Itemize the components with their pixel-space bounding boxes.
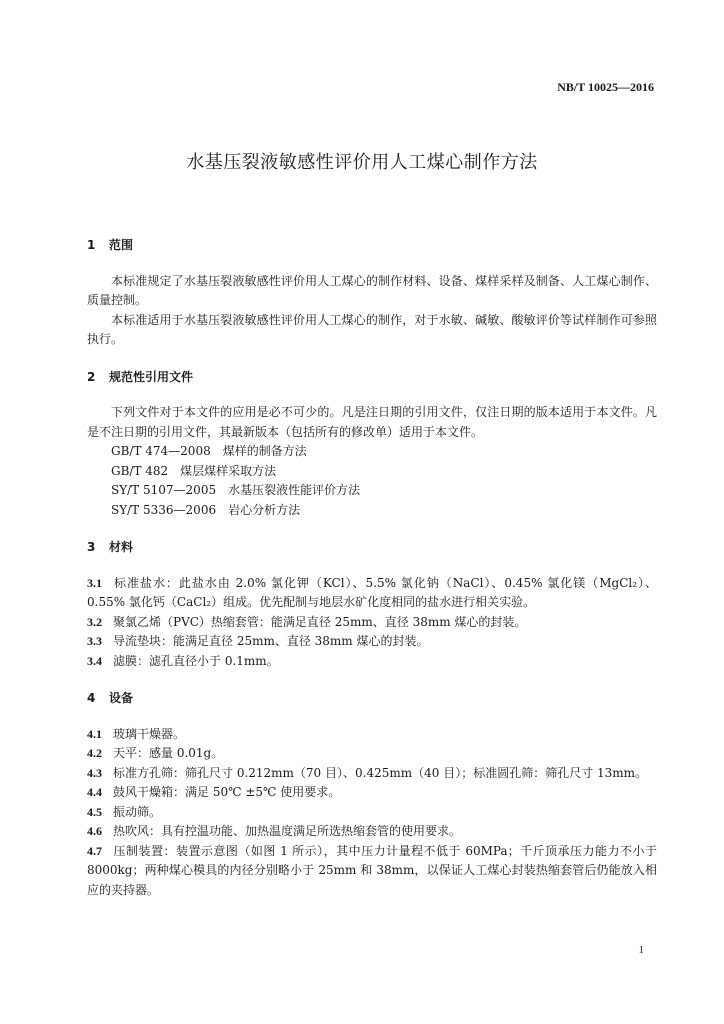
clause-item — [87, 842, 657, 901]
clause-number: 4.6 — [87, 824, 102, 838]
clause-number: 4.7 — [87, 843, 102, 858]
reference-item: SY/T 5107—2005 水基压裂液性能评价方法 — [111, 483, 361, 497]
section-number: 3 — [87, 540, 96, 554]
paragraph: 本标准规定了水基压裂液敏感性评价用人工煤心的制作材料、设备、煤样采样及制备、人工煤心制作、质量控制。 — [87, 273, 657, 307]
clause-text: 滤膜：滤孔直径小于 0.1mm。 — [113, 653, 279, 668]
paragraph: 本标准适用于水基压裂液敏感性评价用人工煤心的制作，对于水敏、碱敏、酸敏评价等试样制作可参照执行。 — [87, 312, 657, 346]
section-heading — [87, 538, 657, 558]
reference-item: GB/T 482 煤层煤样采取方法 — [111, 463, 277, 478]
clause-item — [87, 803, 657, 823]
section-materials — [87, 538, 657, 671]
clause-text: 鼓风干燥箱：满足 50℃ ±5℃ 使用要求。 — [113, 785, 341, 799]
section-number: 2 — [87, 369, 96, 384]
clause-text: 标准盐水：此盐水由 2.0% 氯化钾（KCl）、5.5% 氯化钠（NaCl）、0.45% 氯化镁（MgCl₂）、0.55% 氯化钙（CaCl₂）组成。优先配制与地层水矿化度相同的盐水进行相关实验。 — [87, 575, 657, 609]
reference-item: SY/T 5336—2006 岩心分析方法 — [111, 502, 301, 517]
section-number: 1 — [87, 238, 96, 252]
clause-item — [87, 652, 657, 672]
document-title: 水基压裂液敏感性评价用人工煤心制作方法 — [186, 152, 538, 173]
clause-text: 导流垫块：能满足直径 25mm、直径 38mm 煤心的封装。 — [113, 634, 429, 648]
clause-number: 4.5 — [87, 804, 102, 819]
section-scope — [87, 236, 657, 350]
clause-text: 玻璃干燥器。 — [113, 726, 186, 741]
clause-item — [87, 822, 657, 842]
clause-number: 3.3 — [87, 634, 102, 648]
clause-number: 4.2 — [87, 746, 102, 760]
clause-text: 热吹风：具有控温功能、加热温度满足所选热缩套管的使用要求。 — [113, 824, 462, 838]
paragraph: 下列文件对于本文件的应用是必不可少的。凡是注日期的引用文件，仅注日期的版本适用于本文件。凡是不注日期的引用文件，其最新版本（包括所有的修改单）适用于本文件。 — [87, 405, 657, 439]
clause-number: 3.2 — [87, 614, 102, 629]
clause-text: 压制装置：装置示意图（如图 1 所示），其中压力计量程不低于 60MPa；千斤顶承压力能力不小于 8000kg；两种煤心模具的内径分别略小于 25mm 和 38mm，以保证人工煤心封装热缩套管后仍能放入相应的夹持器。 — [87, 843, 657, 897]
clause-item — [87, 783, 657, 803]
section-normative-references — [87, 368, 657, 521]
section-title: 范围 — [109, 238, 134, 252]
clause-item — [87, 632, 657, 652]
clause-item — [87, 764, 657, 784]
section-title: 设备 — [109, 691, 134, 705]
standard-code: NB/T 10025—2016 — [557, 80, 654, 94]
clause-text: 标准方孔筛：筛孔尺寸 0.212mm（70 目）、0.425mm（40 目）；标准圆孔筛：筛孔尺寸 13mm。 — [113, 765, 648, 780]
clause-item — [87, 613, 657, 633]
clause-number: 4.1 — [87, 726, 102, 741]
clause-text: 聚氯乙烯（PVC）热缩套管：能满足直径 25mm、直径 38mm 煤心的封装。 — [113, 614, 527, 629]
section-heading — [87, 368, 657, 388]
clause-number: 3.4 — [87, 653, 102, 668]
reference-item: GB/T 474—2008 煤样的制备方法 — [111, 444, 307, 458]
clause-number: 4.4 — [87, 785, 102, 799]
section-number: 4 — [87, 691, 96, 705]
clause-item — [87, 574, 657, 613]
clause-number: 3.1 — [87, 575, 102, 590]
clause-text: 振动筛。 — [113, 804, 162, 819]
clause-number: 4.3 — [87, 765, 102, 780]
document-body — [87, 236, 657, 918]
page-number: 1 — [638, 944, 644, 956]
section-equipment — [87, 689, 657, 900]
clause-text: 天平：感量 0.01g。 — [113, 746, 224, 760]
section-title: 规范性引用文件 — [109, 369, 194, 384]
section-heading — [87, 236, 657, 256]
clause-item — [87, 725, 657, 745]
clause-item — [87, 744, 657, 764]
section-heading — [87, 689, 657, 709]
section-title: 材料 — [109, 540, 134, 554]
